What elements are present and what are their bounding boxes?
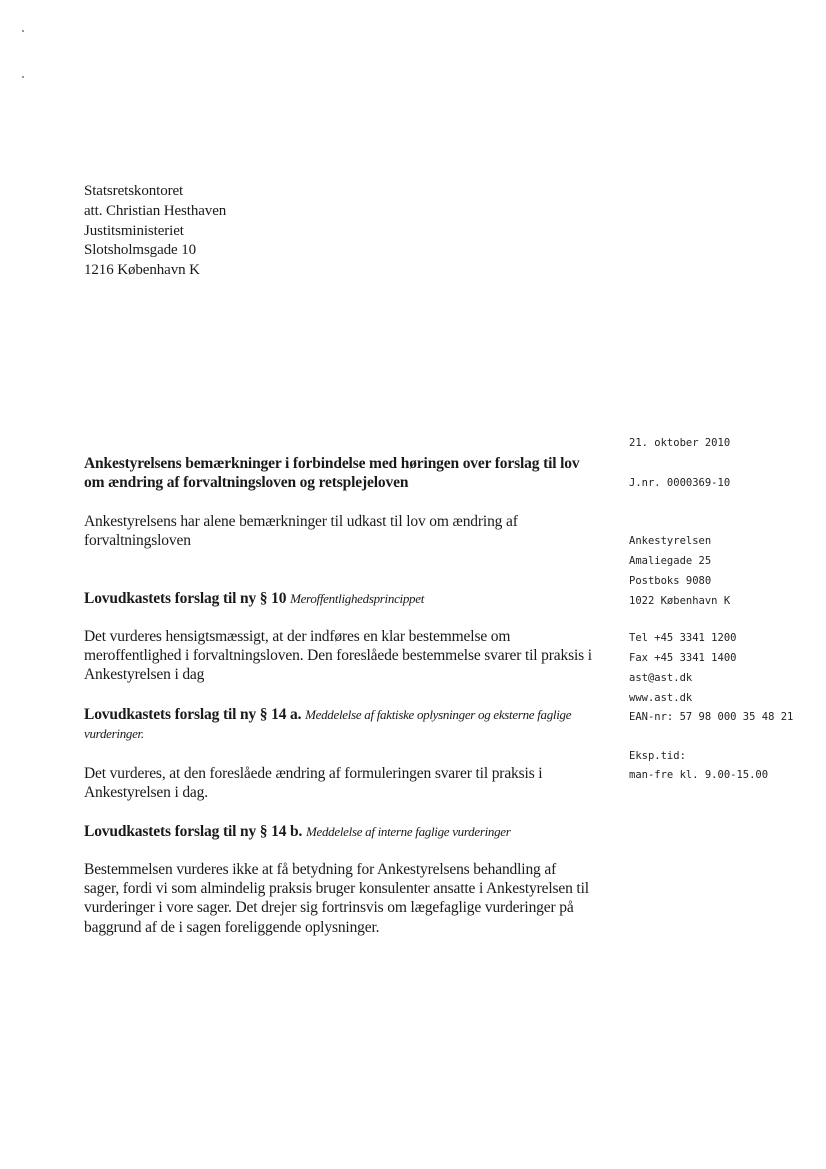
paragraph-line: Det vurderes, at den foreslåede ændring af formuleringen svarer til praksis i (84, 765, 543, 782)
paragraph-line: Bestemmelsen vurderes ikke at få betydning for Ankestyrelsens behandling af (84, 861, 557, 878)
sender-pobox: Postboks 9080 (629, 575, 712, 587)
sender-name: Ankestyrelsen (629, 535, 712, 547)
section-subtitle: Meroffentlighedsprincippet (290, 591, 425, 606)
section-heading-s14a (84, 705, 604, 743)
letter-date: 21. oktober 2010 (629, 437, 731, 449)
section-heading-text: Lovudkastets forslag til ny § 14 b. (84, 823, 303, 840)
sender-web: www.ast.dk (629, 692, 693, 704)
letter-title (84, 454, 604, 492)
paragraph-line: baggrund af de i sagen foreliggende oplysninger. (84, 918, 380, 936)
intro-paragraph (84, 512, 604, 550)
section-subtitle: vurderinger. (84, 726, 144, 742)
sender-email: ast@ast.dk (629, 672, 693, 684)
section-heading-text: Lovudkastets forslag til ny § 10 (84, 590, 287, 607)
recipient-attention: att. Christian Hesthaven (84, 202, 227, 219)
section-heading-s14b (84, 822, 604, 841)
paragraph-s10 (84, 627, 604, 685)
sender-fax: Fax +45 3341 1400 (629, 652, 737, 664)
recipient-postal: 1216 København K (84, 262, 200, 279)
section-subtitle: Meddelelse af faktiske oplysninger og eksterne faglige (305, 707, 572, 722)
section-heading-text: Lovudkastets forslag til ny § 14 a. (84, 706, 302, 723)
recipient-address (84, 182, 444, 281)
sender-postal: 1022 København K (629, 595, 731, 607)
paragraph-line: Ankestyrelsen i dag (84, 666, 205, 684)
paragraph-line: forvaltningsloven (84, 532, 191, 550)
paragraph-line: sager, fordi vi som almindelig praksis bruger konsulenter ansatte i Ankestyrelsen til (84, 880, 589, 898)
sender-ean: EAN-nr: 57 98 000 35 48 21 (629, 711, 794, 723)
opening-hours: man-fre kl. 9.00-15.00 (629, 769, 769, 781)
paragraph-line: Det vurderes hensigtsmæssigt, at der indføres en klar bestemmelse om (84, 628, 511, 645)
scan-speck (22, 76, 24, 78)
scan-speck (22, 30, 24, 32)
hours-label: Eksp.tid: (629, 750, 686, 762)
recipient-office: Statsretskontoret (84, 183, 184, 199)
section-heading-s10 (84, 589, 604, 608)
sender-tel: Tel +45 3341 1200 (629, 632, 737, 644)
recipient-ministry: Justitsministeriet (84, 222, 184, 239)
paragraph-s14b (84, 860, 604, 937)
section-subtitle: Meddelelse af interne faglige vurderinger (305, 824, 511, 839)
paragraph-s14a (84, 764, 604, 802)
title-line: Ankestyrelsens bemærkninger i forbindelse med høringen over forslag til lov (84, 455, 580, 472)
paragraph-line: meroffentlighed i forvaltningsloven. Den foreslåede bestemmelse svarer til praksis i (84, 647, 592, 665)
title-line: om ændring af forvaltningsloven og retsplejeloven (84, 474, 409, 492)
paragraph-line: vurderinger i vore sager. Det drejer sig fortrinsvis om lægefaglige vurderinger på (84, 899, 574, 917)
recipient-street: Slotsholmsgade 10 (84, 242, 197, 259)
sender-street: Amaliegade 25 (629, 555, 712, 567)
journal-number: J.nr. 0000369-10 (629, 477, 731, 489)
paragraph-line: Ankestyrelsens har alene bemærkninger til udkast til lov om ændring af (84, 513, 518, 530)
paragraph-line: Ankestyrelsen i dag. (84, 784, 208, 802)
